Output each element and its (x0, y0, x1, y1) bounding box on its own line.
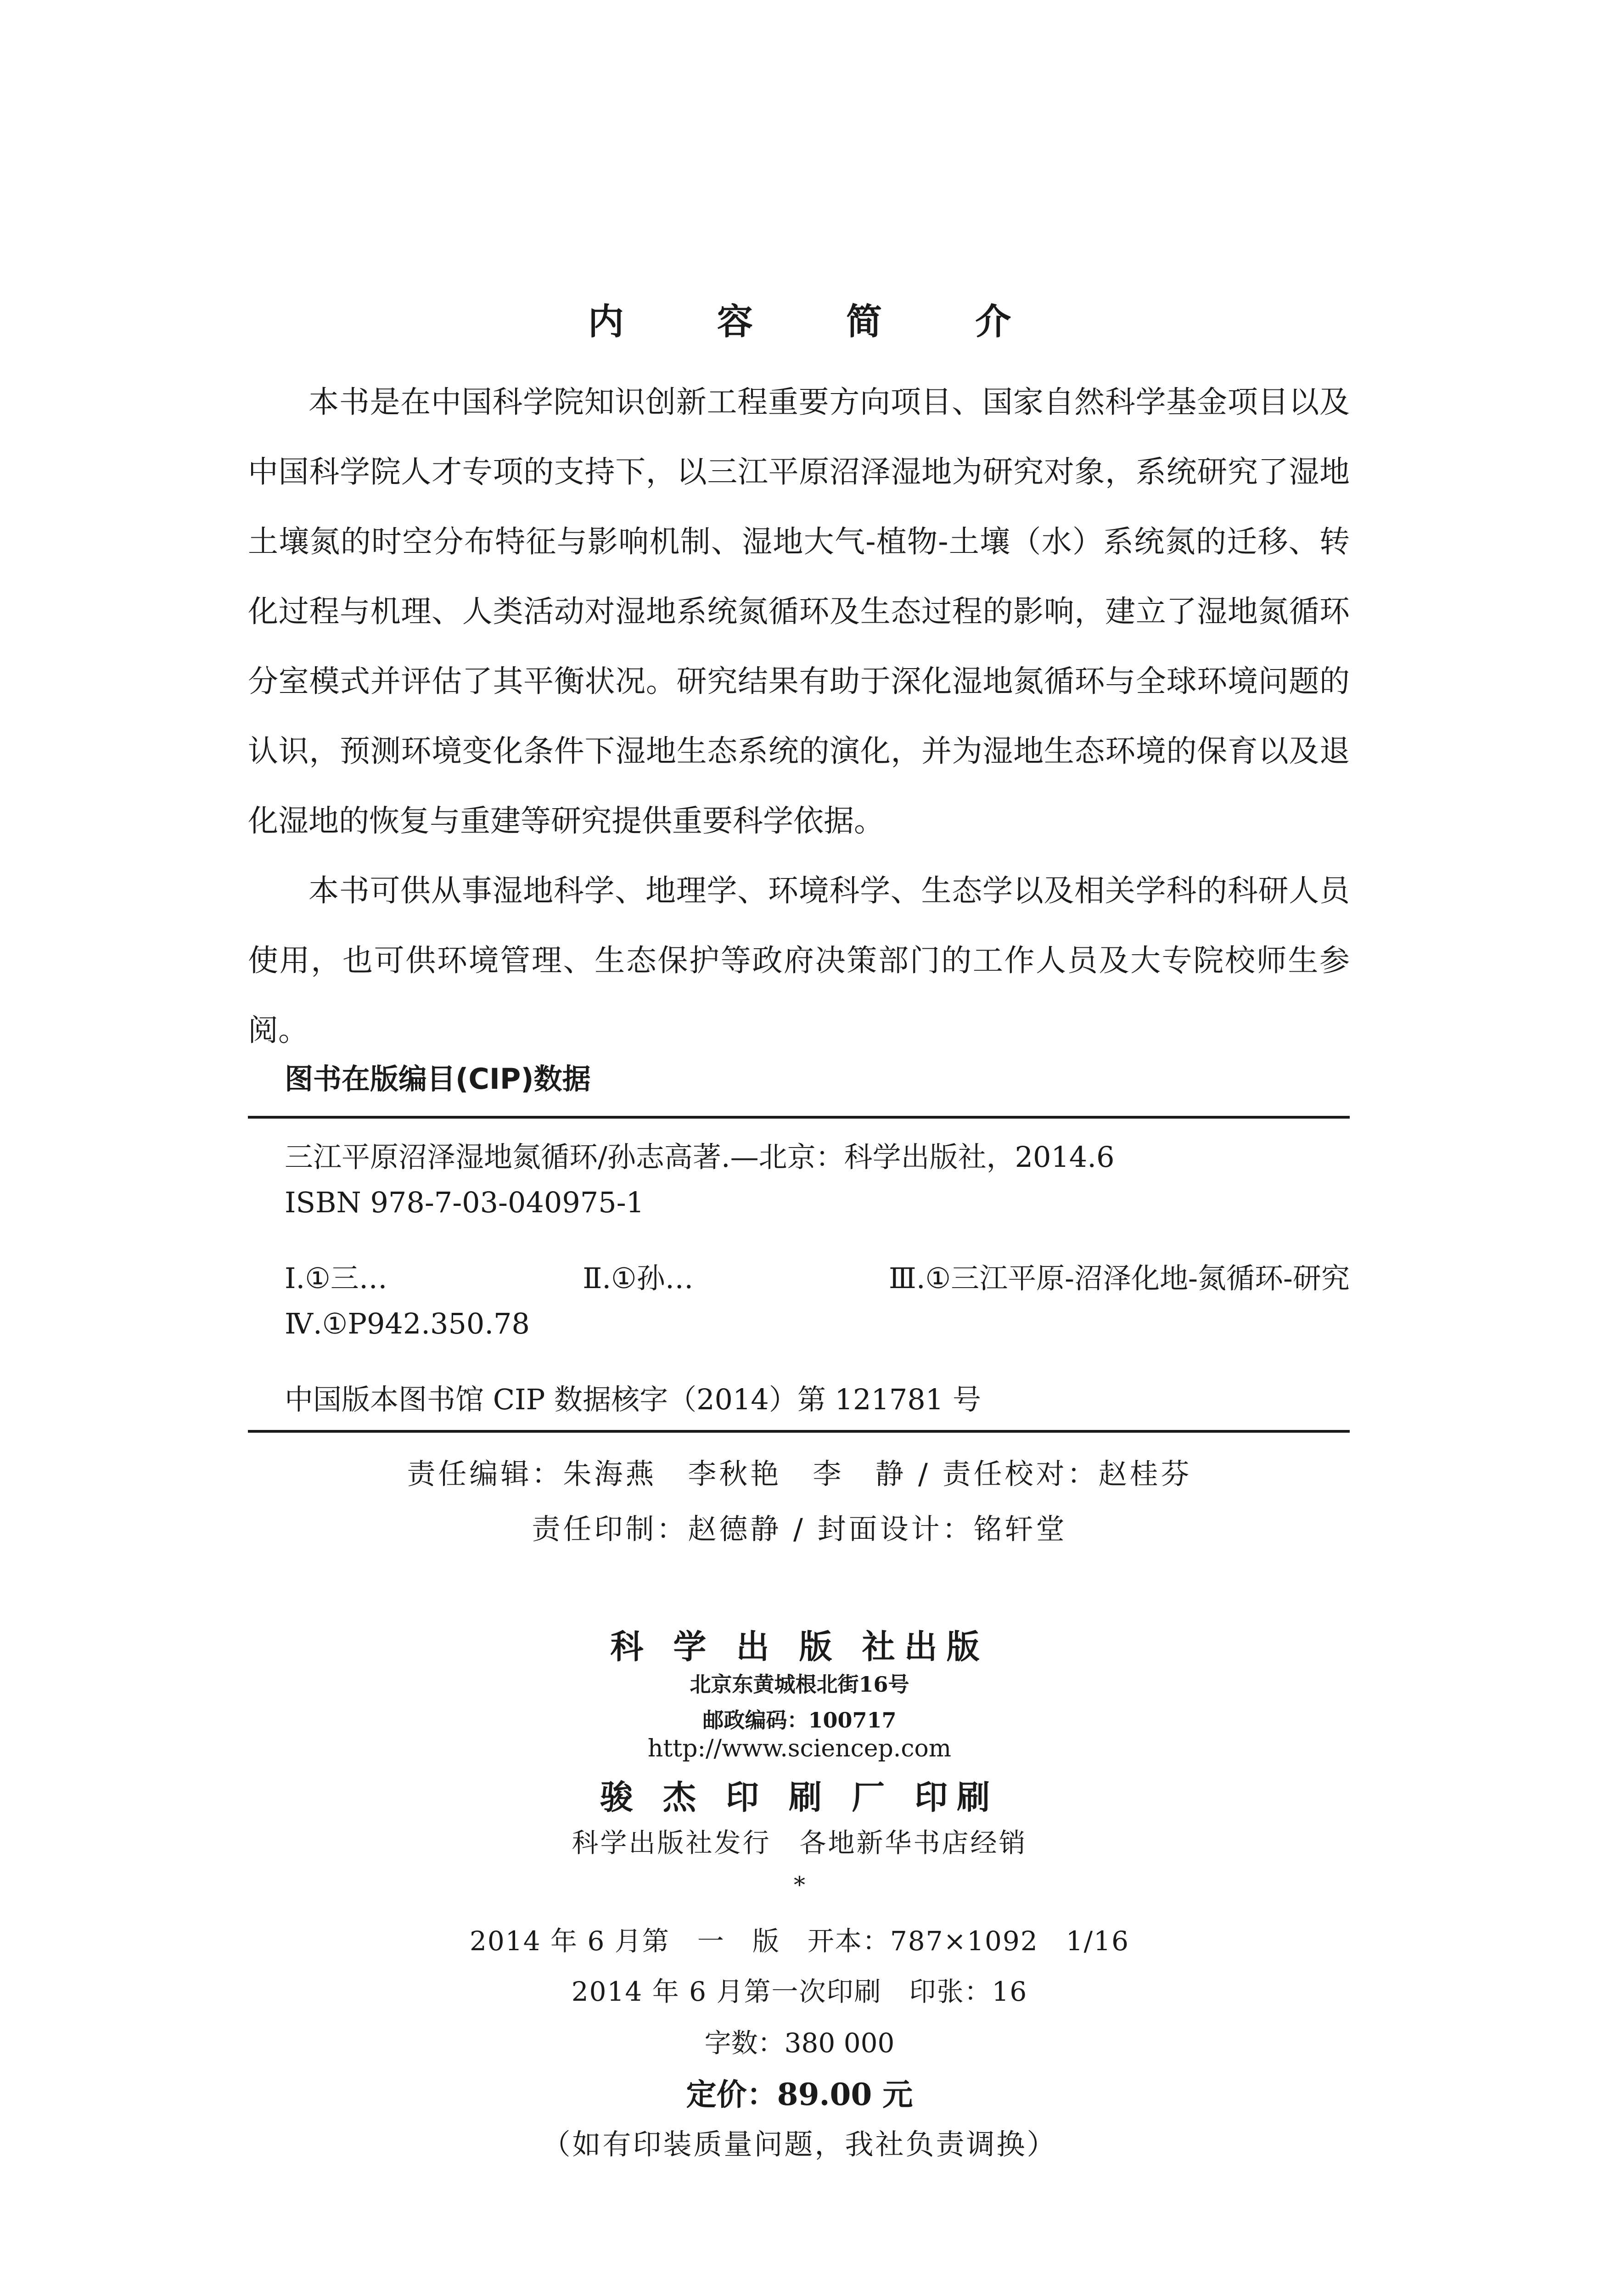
printer-name: 骏 杰 印 刷 厂 印刷 (600, 1778, 999, 1817)
production-credits: 责任印制：赵德静 / 封面设计：铭轩堂 (532, 1512, 1067, 1546)
cip-isbn: ISBN 978-7-03-040975-1 (285, 1186, 645, 1219)
publisher-address: 北京东黄城根北街16号 (690, 1672, 909, 1697)
cip-class-1: Ⅰ.①三… (285, 1261, 387, 1295)
editor-credits: 责任编辑：朱海燕 李秋艳 李 静 / 责任校对：赵桂芬 (407, 1457, 1192, 1491)
cip-top-rule (248, 1116, 1350, 1119)
cip-record-number: 中国版本图书馆 CIP 数据核字（2014）第 121781 号 (285, 1383, 981, 1416)
printing-line: 2014 年 6 月第一次印刷 印张：16 (571, 1976, 1028, 2007)
publisher-url: http://www.sciencep.com (647, 1735, 952, 1762)
summary-section (248, 367, 1350, 1065)
summary-paragraph-1: 本书是在中国科学院知识创新工程重要方向项目、国家自然科学基金项目以及中国科学院人才专项的支持下，以三江平原沼泽湿地为研究对象，系统研究了湿地土壤氮的时空分布特征与影响机制、湿地大气-植物-土壤（水）系统氮的迁移、转化过程与机理、人类活动对湿地系统氮循环及生态过程的影响，建立了湿地氮循环分室模式并评估了其平衡状况。研究结果有助于深化湿地氮循环与全球环境问题的认识，预测环境变化条件下湿地生态系统的演化，并为湿地生态环境的保育以及退化湿地的恢复与重建等研究提供重要科学依据。 (248, 384, 1350, 838)
cip-class-4: Ⅳ.①P942.350.78 (285, 1307, 530, 1340)
cip-class-3: Ⅲ.①三江平原-沼泽化地-氮循环-研究 (889, 1261, 1350, 1295)
page-title: 内 容 简 介 (588, 301, 1052, 343)
separator-asterisk: * (794, 1872, 805, 1898)
publisher-name: 科 学 出 版 社出版 (610, 1627, 989, 1666)
quality-notice: （如有印装质量问题，我社负责调换） (542, 2127, 1057, 2161)
publisher-postcode: 邮政编码：100717 (702, 1708, 897, 1733)
summary-paragraph-2: 本书可供从事湿地科学、地理学、环境科学、生态学以及相关学科的科研人员使用，也可供环境管理、生态保护等政府决策部门的工作人员及大专院校师生参阅。 (248, 873, 1350, 1048)
edition-line: 2014 年 6 月第 一 版 开本：787×1092 1/16 (470, 1925, 1129, 1957)
price: 定价：89.00 元 (686, 2077, 913, 2112)
cip-bibliographic-line: 三江平原沼泽湿地氮循环/孙志高著.—北京：科学出版社，2014.6 (285, 1140, 1115, 1174)
distribution-line: 科学出版社发行 各地新华书店经销 (572, 1827, 1027, 1858)
cip-heading: 图书在版编目(CIP)数据 (285, 1062, 591, 1096)
cip-bottom-rule (248, 1430, 1350, 1433)
word-count: 字数：380 000 (704, 2027, 895, 2059)
cip-classification-row (285, 1255, 1350, 1296)
cip-class-2: Ⅱ.①孙… (583, 1261, 694, 1295)
